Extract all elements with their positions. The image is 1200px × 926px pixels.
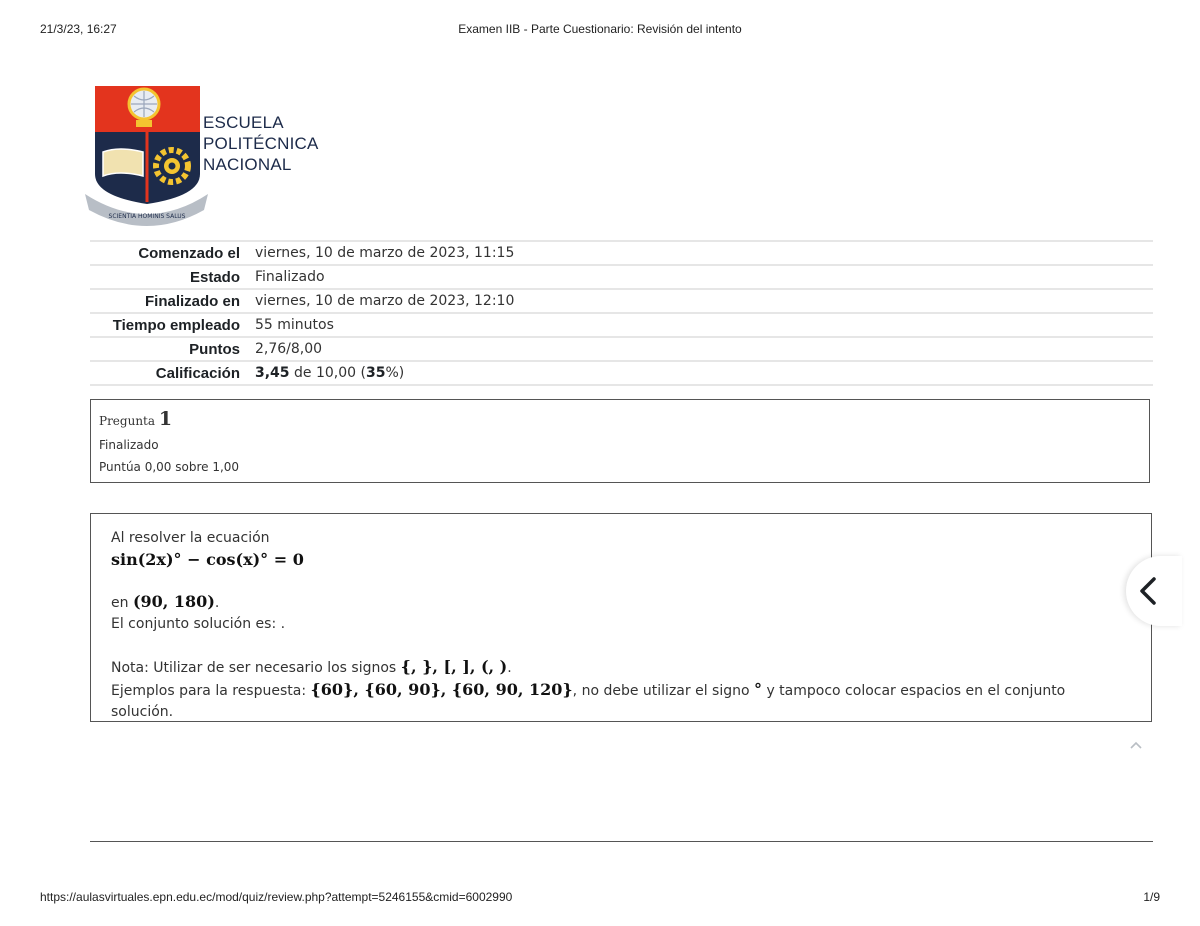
summary-row-completed <box>90 289 1153 313</box>
summary-label: Estado <box>189 268 240 286</box>
grade-of-text: de 10,00 ( <box>289 365 366 381</box>
institution-name-line2: POLITÉCNICA <box>203 134 319 153</box>
interval-period: . <box>214 595 220 611</box>
summary-label: Tiempo empleado <box>112 316 240 334</box>
institution-name <box>203 112 319 175</box>
attempt-summary-table <box>90 240 1153 386</box>
page-bottom-divider <box>90 841 1153 842</box>
examples-mid: , no debe utilizar el signo <box>572 683 754 699</box>
chevron-up-icon[interactable] <box>1129 740 1143 750</box>
question-number-prefix: Pregunta <box>99 414 159 428</box>
question-number-value: 1 <box>158 408 173 430</box>
summary-row-marks <box>90 337 1153 361</box>
institution-name-line1: ESCUELA <box>203 113 284 132</box>
question-mark: Puntúa 0,00 sobre 1,00 <box>99 460 240 474</box>
summary-label: Calificación <box>155 364 240 382</box>
note-line <box>111 656 1131 679</box>
summary-label: Finalizado en <box>144 292 240 310</box>
summary-label: Puntos <box>189 340 240 358</box>
summary-row-grade <box>90 361 1153 385</box>
summary-value <box>249 361 1153 385</box>
question-info-box <box>90 399 1150 483</box>
solution-prompt: El conjunto solución es: . <box>111 616 286 632</box>
question-text-box <box>90 513 1152 722</box>
print-datetime: 21/3/23, 16:27 <box>40 22 117 36</box>
print-url: https://aulasvirtuales.epn.edu.ec/mod/quiz/review.php?attempt=5246155&cmid=6002990 <box>40 890 513 904</box>
interval-prefix: en <box>111 595 133 611</box>
question-equation: sin(2x)° − cos(x)° = 0 <box>111 550 304 569</box>
note-end: . <box>507 660 512 676</box>
question-interval: (90, 180) <box>132 592 215 611</box>
question-state: Finalizado <box>99 438 159 452</box>
summary-row-started <box>90 241 1153 265</box>
note-label: Nota: Utilizar de ser necesario los signos <box>111 660 401 676</box>
grade-percent: 35 <box>365 365 386 381</box>
examples-line <box>111 679 1131 723</box>
summary-value: viernes, 10 de marzo de 2023, 12:10 <box>255 293 515 309</box>
question-interval-line <box>111 591 1131 614</box>
summary-value: viernes, 10 de marzo de 2023, 11:15 <box>255 245 515 261</box>
examples-values: {60}, {60, 90}, {60, 90, 120} <box>310 680 573 699</box>
summary-value: Finalizado <box>255 269 325 285</box>
summary-value: 55 minutos <box>255 317 334 333</box>
chevron-left-icon <box>1134 576 1164 606</box>
print-page-title: Examen IIB - Parte Cuestionario: Revisión del intento <box>458 22 742 36</box>
logo-ribbon-text: SCIENTIA HOMINIS SALUS <box>108 213 186 220</box>
grade-score: 3,45 <box>255 365 290 381</box>
grade-close-text: %) <box>385 365 405 381</box>
institution-name-line3: NACIONAL <box>203 155 292 174</box>
question-number <box>99 408 1141 430</box>
note-signs: {, }, [, ], (, ) <box>400 657 508 676</box>
summary-row-state <box>90 265 1153 289</box>
summary-label: Comenzado el <box>138 244 240 262</box>
examples-end: y tampoco colocar espacios en el conjunto solución. <box>111 683 1066 720</box>
print-page-number: 1/9 <box>1143 890 1160 904</box>
summary-value: 2,76/8,00 <box>255 341 323 357</box>
examples-label: Ejemplos para la respuesta: <box>111 683 311 699</box>
question-intro: Al resolver la ecuación <box>111 530 270 546</box>
degree-sign: ° <box>754 680 762 699</box>
summary-row-time-taken <box>90 313 1153 337</box>
